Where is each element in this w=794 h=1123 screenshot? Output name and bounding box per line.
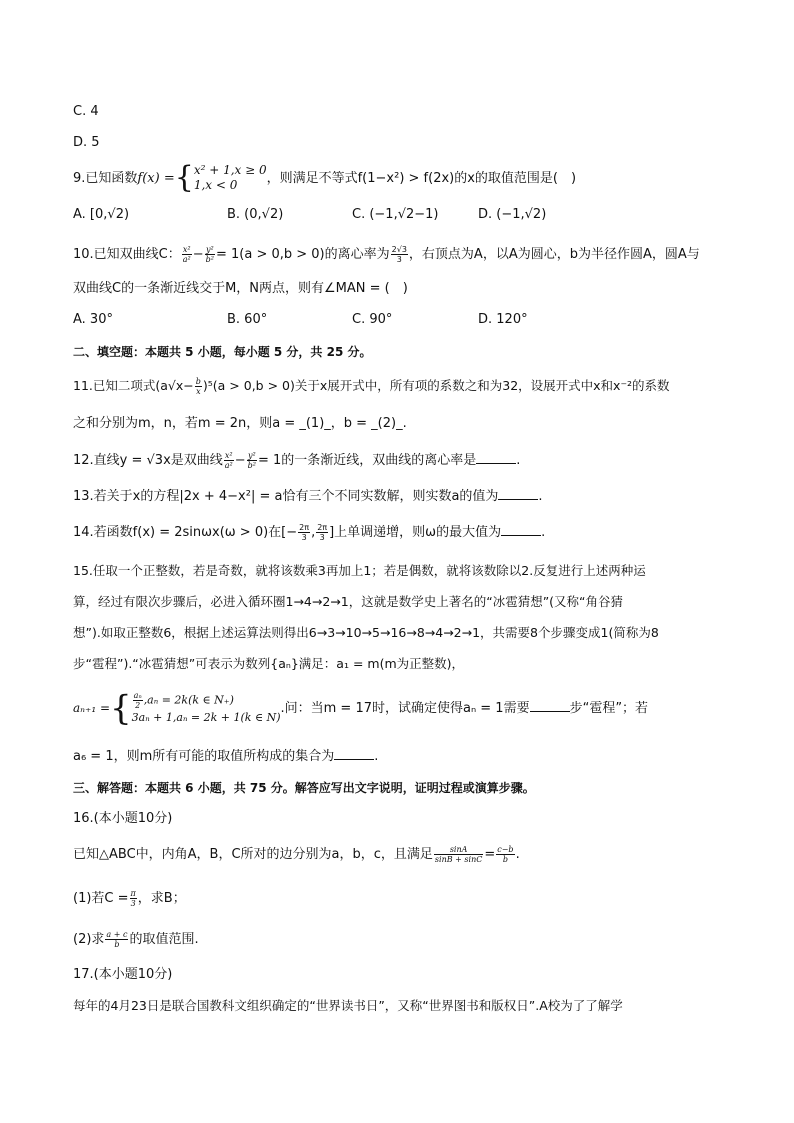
q12-post: = 1的一条渐近线，双曲线的离心率是 xyxy=(258,453,477,468)
q10-stem-post: ，右顶点为A，以A为圆心，b为半径作圆A，圆A与 xyxy=(408,247,700,262)
q12-pre: 12.直线y = √3x是双曲线 xyxy=(73,453,223,468)
q16-frac-1: $\frac{\sin A}{\sin B + \sin C}$ xyxy=(434,845,483,864)
q15-line-4: 步“雹程”).“冰雹猜想”可表示为数列{aₙ}满足：a₁ = m(m为正整数)， xyxy=(73,656,464,671)
q15-recurrence-lhs: aₙ₊₁ = xyxy=(73,701,111,715)
q8-option-d: D. 5 xyxy=(73,135,100,150)
q17-line-1: 每年的4月23日是联合国教科文组织确定的“世界读书日”，又称“世界图书和版权日”.A校为了了解学 xyxy=(73,998,623,1013)
q9-option-a: A. [0,√2) xyxy=(73,207,130,222)
q15-line-2: 算，经过有限次步骤后，必进入循环圈1→4→2→1，这就是数学史上著名的“冰雹猜想”(又称“角谷猜 xyxy=(73,594,624,609)
section-3-heading: 三、解答题：本题共 6 小题，共 75 分。解答应写出文字说明，证明过程或演算步骤。 xyxy=(73,781,535,795)
q10-frac-y: $\frac{\text{y²}}{\text{b²}}$ xyxy=(205,245,214,264)
q14-frac-2: $\frac{2\pi}{3}$ xyxy=(317,523,328,542)
q10-option-b: B. 60° xyxy=(227,312,268,327)
q13-answer-blank[interactable] xyxy=(498,487,538,500)
q16-stem: 已知△ABC中，内角A，B，C所对的边分别为a，b，c，且满足 $\frac{\sin A}{\sin B + \sin C}$ = $\frac{c-b}{b}$ . xyxy=(73,845,520,864)
q11-frac: $\frac{b}{x}$ xyxy=(195,377,201,396)
q9-piecewise: { x² + 1,x ≥ 0 1,x < 0 xyxy=(174,160,267,195)
q10-option-c: C. 90° xyxy=(352,312,393,327)
q10-eccentricity: $\frac{2√3}{3}$ xyxy=(391,245,407,264)
q10-option-a: A. 30° xyxy=(73,312,113,327)
q11-line-2: 之和分别为m，n，若m = 2n，则a = _(1)_，b = _(2)_. xyxy=(73,416,407,431)
q10-option-d: D. 120° xyxy=(478,312,528,327)
q14-pre: 14.若函数f(x) = 2sinωx(ω > 0)在[− xyxy=(73,525,298,540)
q10-frac-x: $\frac{\text{x²}}{\text{a²}}$ xyxy=(182,245,191,264)
q12-answer-blank[interactable] xyxy=(476,451,516,464)
q9-stem-pre: 9.已知函数 xyxy=(73,170,138,186)
q14-stem: 14.若函数f(x) = 2sinωx(ω > 0)在[− $\frac{2\pi}{3}$ , $\frac{2\pi}{3}$ ]上单调递增，则ω的最大值为 . xyxy=(73,523,546,542)
section-2-heading: 二、填空题：本题共 5 小题，每小题 5 分，共 25 分。 xyxy=(73,345,372,359)
q9-function: f(x) = xyxy=(137,170,175,186)
q10-condition: = 1(a > 0,b > 0)的离心率为 xyxy=(215,247,390,262)
q16-title: 16.(本小题10分) xyxy=(73,811,173,826)
q15-line-6-text: a₆ = 1，则m所有可能的取值所构成的集合为 xyxy=(73,749,335,764)
q13-stem: 13.若关于x的方程|2x + 4−x²| = a恰有三个不同实数解，则实数a的值为 . xyxy=(73,489,543,504)
q17-title: 17.(本小题10分) xyxy=(73,967,173,982)
q9-stem xyxy=(73,160,577,195)
q15-answer-blank-1[interactable] xyxy=(530,699,570,712)
q15-line-3: 想”).如取正整数6，根据上述运算法则得出6→3→10→5→16→8→4→2→1，共需要8个步骤变成1(简称为8 xyxy=(73,625,659,640)
q8-option-c: C. 4 xyxy=(73,104,99,119)
q11-post: )⁵(a > 0,b > 0)关于x展开式中，所有项的系数之和为32，设展开式中x和x⁻²的系数 xyxy=(202,378,670,393)
q9-case-2: 1,x < 0 xyxy=(193,178,238,192)
q15-answer-blank-2[interactable] xyxy=(334,747,374,760)
q9-option-d: D. (−1,√2) xyxy=(478,207,547,222)
q14-answer-blank[interactable] xyxy=(501,523,541,536)
q16-part-1: (1)若C = $\frac{\pi}{3}$ ，求B； xyxy=(73,889,186,908)
q11-pre: 11.已知二项式(a√x− xyxy=(73,378,194,393)
q15-piecewise: { $\frac{\text{aₙ}}{2}$ ,aₙ = 2k(k ∈ N₊) 3aₙ + 1,aₙ = 2k + 1(k ∈ N) xyxy=(110,688,281,728)
q9-option-b: B. (0,√2) xyxy=(227,207,284,222)
q12-frac-x: $\frac{\text{x²}}{\text{a²}}$ xyxy=(224,451,233,470)
q9-option-c: C. (−1,√2−1) xyxy=(352,207,439,222)
q14-frac-1: $\frac{2\pi}{3}$ xyxy=(299,523,310,542)
q11-stem xyxy=(73,372,670,400)
q13-pre: 13.若关于x的方程|2x + 4−x²| = a恰有三个不同实数解，则实数a的值为 xyxy=(73,489,499,504)
q9-stem-post: ，则满足不等式f(1−x²) > f(2x)的x的取值范围是( ) xyxy=(266,170,577,186)
q10-line-2: 双曲线C的一条渐近线交于M，N两点，则有∠MAN = ( ) xyxy=(73,281,408,296)
q12-frac-y: $\frac{\text{y²}}{\text{b²}}$ xyxy=(247,451,256,470)
q9-case-1: x² + 1,x ≥ 0 xyxy=(193,163,267,177)
q16-pre: 已知△ABC中，内角A，B，C所对的边分别为a，b，c，且满足 xyxy=(73,847,433,862)
q10-stem: 10.已知双曲线C： $\frac{\text{x²}}{\text{a²}}$ − $\frac{\text{y²}}{\text{b²}}$ = 1(a > 0,b > 0)的离心率为 $\frac{2√3}{3}$ ，右顶点为A，以A为圆心，b为半径作圆A，圆A与 xyxy=(73,245,700,264)
q14-post: ]上单调递增，则ω的最大值为 xyxy=(329,525,502,540)
q15-line-6: a₆ = 1，则m所有可能的取值所构成的集合为 . xyxy=(73,749,379,764)
q15-line-1: 15.任取一个正整数，若是奇数，就将该数乘3再加上1；若是偶数，就将该数除以2.反复进行上述两种运 xyxy=(73,563,646,578)
q15-question: .问：当m = 17时，试确定使得aₙ = 1需要 xyxy=(280,701,530,716)
q10-stem-pre: 10.已知双曲线C： xyxy=(73,247,181,262)
q16-part-2: (2)求 $\frac{a + c}{b}$ 的取值范围. xyxy=(73,930,199,949)
q15-recurrence: aₙ₊₁ ={ $\frac{\text{aₙ}}{2}$ ,aₙ = 2k(k ∈ N₊) 3aₙ + 1,aₙ = 2k + 1(k ∈ N) .问：当m = 17时，试确定使得aₙ = 1需要 步“雹程”；若 xyxy=(73,688,649,728)
q16-frac-2: $\frac{c-b}{b}$ xyxy=(497,845,514,864)
q12-stem: 12.直线y = √3x是双曲线 $\frac{\text{x²}}{\text{a²}}$ − $\frac{\text{y²}}{\text{b²}}$ = 1的一条渐近线，双曲线的离心率是 . xyxy=(73,451,521,470)
